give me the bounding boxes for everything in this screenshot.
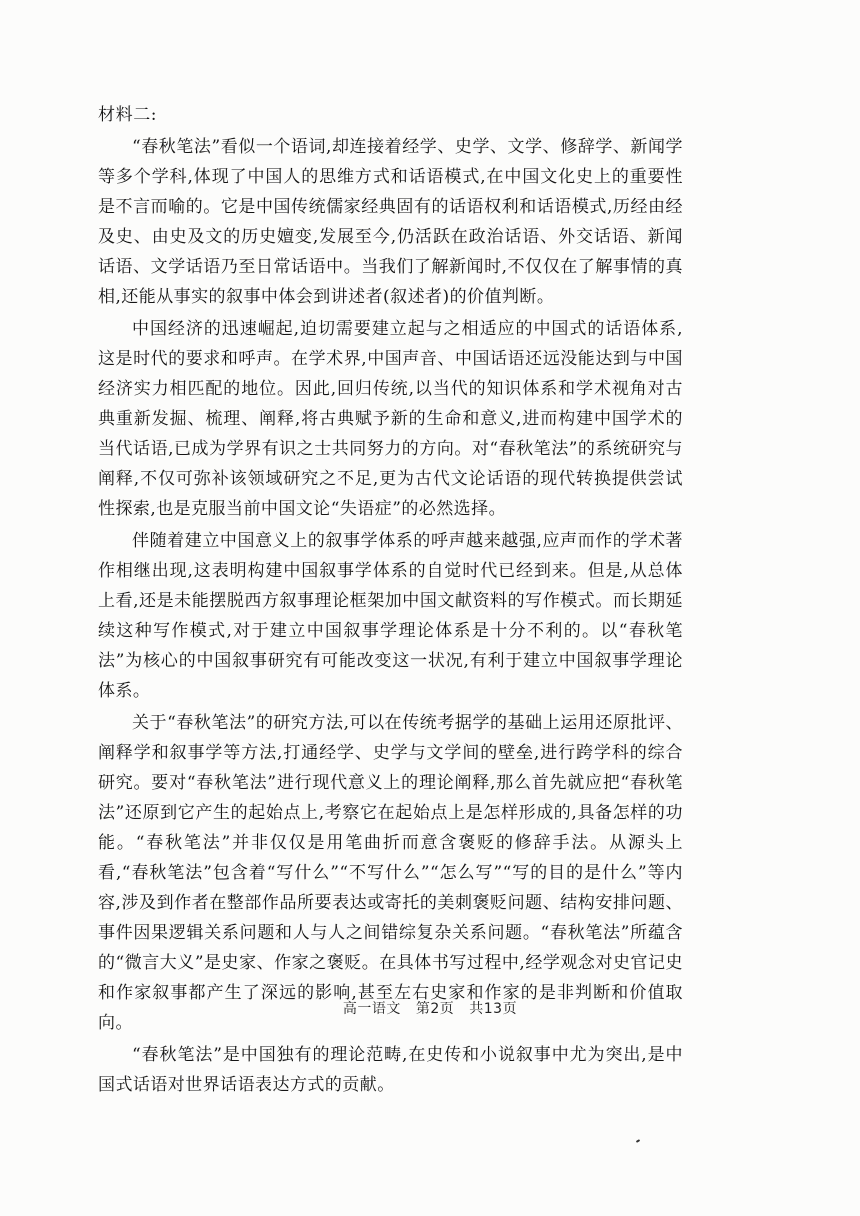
section-title: 材料二: bbox=[98, 105, 158, 125]
paragraph-1: “春秋笔法”看似一个语词,却连接着经学、史学、文学、修辞学、新闻学等多个学科,体现了中国人的思维方式和话语模式,在中国文化史上的重要性是不言而喻的。它是中国传统儒家经典固有的话语权利和话语模式,历经由经及史、由史及文的历史嬗变,发展至今,仍活跃在政治话语、外交话语、新闻话语、文学话语乃至日常话语中。当我们了解新闻时,不仅仅在了解事情的真相,还能从事实的叙事中体会到讲述者(叙述者)的价值判断。 bbox=[98, 137, 683, 307]
paragraph-4: 关于“春秋笔法”的研究方法,可以在传统考据学的基础上运用还原批评、阐释学和叙事学等方法,打通经学、史学与文学间的壁垒,进行跨学科的综合研究。要对“春秋笔法”进行现代意义上的理论阐释,那么首先就应把“春秋笔法”还原到它产生的起始点上,考察它在起始点上是怎样形成的,具备怎样的功能。“春秋笔法”并非仅仅是用笔曲折而意含褒贬的修辞手法。从源头上看,“春秋笔法”包含着“写什么”“不写什么”“怎么写”“写的目的是什么”等内容,涉及到作者在整部作品所要表达或寄托的美刺褒贬问题、结构安排问题、事件因果逻辑关系问题和人与人之间错综复杂关系问题。“春秋笔法”所蕴含的“微言大义”是史家、作家之褒贬。在具体书写过程中,经学观念对史官记史和作家叙事都产生了深远的影响,甚至左右史家和作家的是非判断和价值取向。 bbox=[98, 713, 683, 1033]
paragraph-5: “春秋笔法”是中国独有的理论范畴,在史传和小说叙事中尤为突出,是中国式话语对世界话语表达方式的贡献。 bbox=[98, 1045, 683, 1095]
reading-material bbox=[98, 100, 683, 1100]
paragraph-2: 中国经济的迅速崛起,迫切需要建立起与之相适应的中国式的话语体系,这是时代的要求和呼声。在学术界,中国声音、中国话语还远没能达到与中国经济实力相匹配的地位。因此,回归传统,以当代的知识体系和学术视角对古典重新发掘、梳理、阐释,将古典赋予新的生命和意义,进而构建中国学术的当代话语,已成为学界有识之士共同努力的方向。对“春秋笔法”的系统研究与阐释,不仅可弥补该领域研究之不足,更为古代文论话语的现代转换提供尝试性探索,也是克服当前中国文论“失语症”的必然选择。 bbox=[98, 319, 683, 519]
footer-subject: 高一语文 bbox=[342, 1001, 401, 1017]
page-footer bbox=[0, 998, 860, 1018]
paragraph-3: 伴随着建立中国意义上的叙事学体系的呼声越来越强,应声而作的学术著作相继出现,这表明构建中国叙事学体系的自觉时代已经到来。但是,从总体上看,还是未能摆脱西方叙事理论框架加中国文献资料的写作模式。而长期延续这种写作模式,对于建立中国叙事学理论体系是十分不利的。以“春秋笔法”为核心的中国叙事研究有可能改变这一状况,有利于建立中国叙事学理论体系。 bbox=[98, 531, 683, 701]
footer-page-number: 第2页 bbox=[415, 1001, 455, 1017]
footer-page-total: 共13页 bbox=[469, 1001, 518, 1017]
scan-speck bbox=[636, 1139, 640, 1143]
